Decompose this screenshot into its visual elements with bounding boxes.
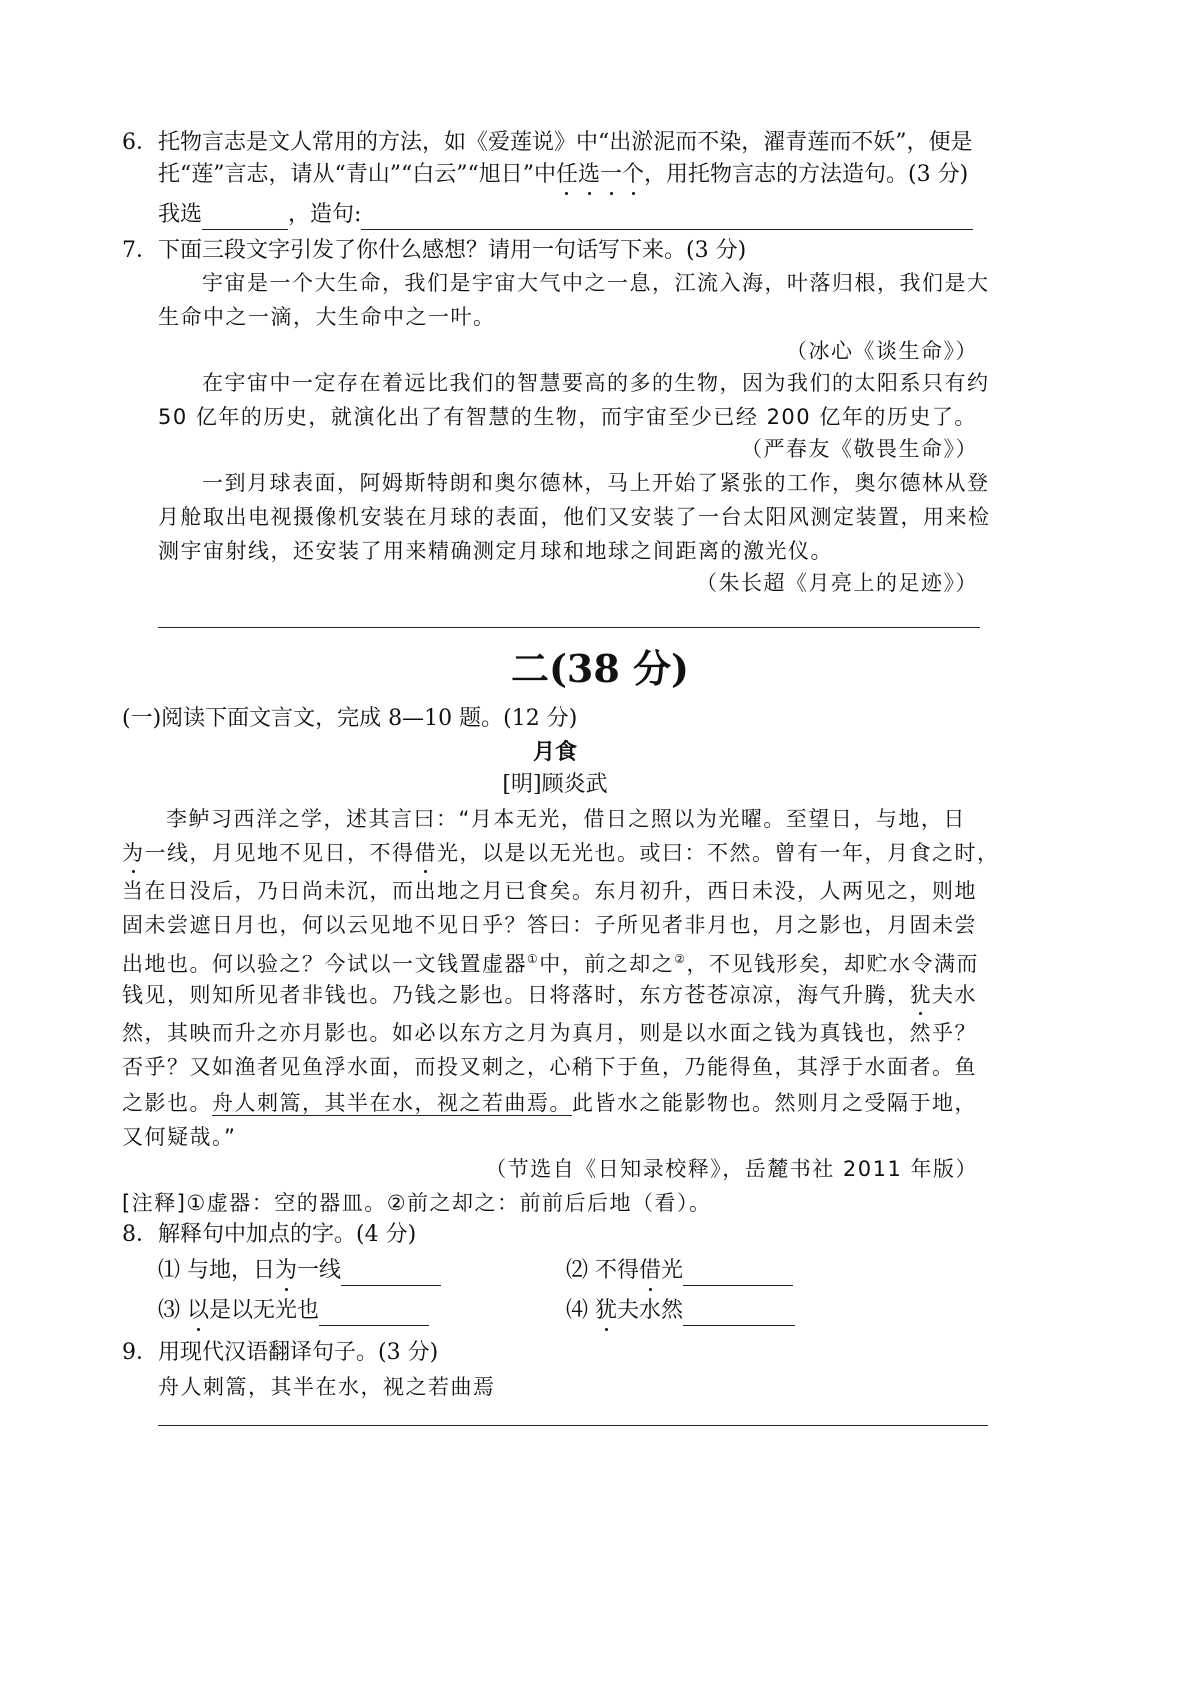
dot-char: 犹 xyxy=(595,1296,617,1326)
part1-instruction: (一)阅读下面文言文，完成 8—10 题。(12 分) xyxy=(122,706,578,731)
q7-p1-l2: 生命中之一滴，大生命中之一叶。 xyxy=(158,305,496,329)
item-text: ⑵ 不得 xyxy=(566,1258,639,1283)
answer-blank[interactable] xyxy=(341,1263,441,1286)
passage-text: 之影也。 xyxy=(122,1091,212,1115)
q6-line1: 6．托物言志是文人常用的方法，如《爱莲说》中“出淤泥而不染，濯青莲而不妖”，便是 xyxy=(122,130,973,155)
passage-l8: 否乎？又如渔者见鱼浮水面，而投叉刺之，心稍下于鱼，乃能得鱼，其浮于水面者。鱼 xyxy=(122,1055,977,1079)
dot-char: 借 xyxy=(415,838,438,868)
q6-line2-a: 托“莲”言志，请从“青山”“白云”“旭日”中 xyxy=(158,162,556,187)
item-text: ⑶ xyxy=(158,1298,187,1323)
section-heading: 二(38 分) xyxy=(510,646,690,691)
q8-item2 xyxy=(566,1256,793,1286)
q6-line2-b: ，用托物言志的方法造句。(3 分) xyxy=(644,162,969,187)
sentence-label: ，造句: xyxy=(288,202,362,227)
passage-text: ，不见钱形矣，却贮水令满而 xyxy=(686,952,980,976)
passage-text: 出地也。何以验之？今试以一文钱置虚器 xyxy=(122,952,527,976)
passage-l10: 又何疑哉。” xyxy=(122,1125,237,1149)
q7-p2-source: （严春友《敬畏生命》） xyxy=(741,437,978,461)
q7-title: 7．下面三段文字引发了你什么感想？请用一句话写下来。(3 分) xyxy=(122,238,747,263)
q7-p3-source: （朱长超《月亮上的足迹》） xyxy=(696,571,978,595)
q7-p3-l2: 月舱取出电视摄像机安装在月球的表面，他们又安装了一台太阳风测定装置，用来检 xyxy=(158,505,991,529)
dot-char: 为 xyxy=(275,1256,297,1286)
sentence-blank[interactable] xyxy=(361,207,973,230)
q9-title: 9．用现代汉语翻译句子。(3 分) xyxy=(122,1340,439,1365)
q8-item1 xyxy=(158,1256,441,1286)
dot-char: 借 xyxy=(639,1256,661,1286)
passage-title: 月食 xyxy=(532,740,577,765)
footnote-mark: ① xyxy=(527,952,540,966)
q9-sentence: 舟人刺篙，其半在水，视之若曲焉 xyxy=(158,1375,496,1399)
passage-author: [明]顾炎武 xyxy=(502,772,608,797)
item-text: 光 xyxy=(661,1258,684,1283)
dot-char: 以 xyxy=(187,1296,209,1326)
item-text: ⑴ 与地，日 xyxy=(158,1258,275,1283)
q7-p3-l1: 一到月球表面，阿姆斯特朗和奥尔德林，马上开始了紧张的工作，奥尔德林从登 xyxy=(202,471,990,495)
item-text: 是以无光也 xyxy=(209,1298,320,1323)
answer-blank[interactable] xyxy=(319,1303,429,1326)
q8-title: 8．解释句中加点的字。(4 分) xyxy=(122,1222,417,1247)
q6-line2 xyxy=(158,160,968,190)
passage-note: [注释]①虚器：空的器皿。②前之却之：前前后后地（看）。 xyxy=(122,1191,712,1215)
passage-source: （节选自《日知录校释》，岳麓书社 2011 年版） xyxy=(485,1157,978,1181)
passage-text: 中，前之却之 xyxy=(539,952,675,976)
q7-p1-l1: 宇宙是一个大生命，我们是宇宙大气中之一息，江流入海，叶落归根，我们是大 xyxy=(202,271,990,295)
q7-p1-source: （冰心《谈生命》） xyxy=(786,339,978,363)
dot-char: 为 xyxy=(122,838,145,868)
choice-blank[interactable] xyxy=(202,207,288,230)
passage-text: 此皆水之能影物也。然则月之受隔于地， xyxy=(572,1091,977,1115)
q7-p2-l1: 在宇宙中一定存在着远比我们的智慧要高的多的生物，因为我们的太阳系只有约 xyxy=(202,371,990,395)
passage-l2 xyxy=(122,838,1000,868)
dot-char: 一 xyxy=(600,160,622,190)
dot-char: 犹 xyxy=(910,980,933,1010)
passage-text: 光，以是以无光也。或曰：不然。曾有一年，月食之时， xyxy=(437,841,1000,865)
passage-l6 xyxy=(122,980,977,1010)
dot-char: 个 xyxy=(622,160,644,190)
answer-blank[interactable] xyxy=(683,1263,793,1286)
item-text: ⑷ xyxy=(566,1298,595,1323)
q9-answer-line[interactable] xyxy=(158,1425,988,1426)
item-text: 一线 xyxy=(297,1258,342,1283)
passage-l1: 李鲈习西洋之学，述其言曰：“月本无光，借日之照以为光曜。至望日，与地，日 xyxy=(166,807,966,831)
q7-answer-line[interactable] xyxy=(158,627,980,628)
q8-item4 xyxy=(566,1296,795,1326)
q7-p3-l3: 测宇宙射线，还安装了用来精确测定月球和地球之间距离的激光仪。 xyxy=(158,539,833,563)
dot-char: 任 xyxy=(556,160,578,190)
item-text: 夫水然 xyxy=(617,1298,684,1323)
passage-text: 夫水 xyxy=(932,983,977,1007)
passage-l4: 固未尝遮日月也，何以云见地不见日乎？答曰：子所见者非月也，月之影也，月固未尝 xyxy=(122,913,977,937)
passage-text: 钱见，则知所见者非钱也。乃钱之影也。日将落时，东方苍苍凉凉，海气升腾， xyxy=(122,983,910,1007)
q7-p2-l2: 50 亿年的历史，就演化出了有智慧的生物，而宇宙至少已经 200 亿年的历史了。 xyxy=(158,405,977,429)
underlined-sentence: 舟人刺篙，其半在水，视之若曲焉。 xyxy=(212,1091,572,1115)
footnote-mark: ② xyxy=(674,952,687,966)
choose-label: 我选 xyxy=(158,202,203,227)
passage-l3: 当在日没后，乃日尚未沉，而出地之月已食矣。东月初升，西日未没，人两见之，则地 xyxy=(122,879,977,903)
dot-char: 选 xyxy=(578,160,600,190)
q8-item3 xyxy=(158,1296,429,1326)
passage-text: 一线，月见地不见日，不得 xyxy=(144,841,415,865)
answer-blank[interactable] xyxy=(683,1303,795,1326)
passage-l7: 然，其映而升之亦月影也。如必以东方之月为真月，则是以水面之钱为真钱也，然乎？ xyxy=(122,1021,977,1045)
passage-l9 xyxy=(122,1088,977,1118)
passage-l5 xyxy=(122,944,979,979)
q6-answer-row xyxy=(158,200,973,230)
